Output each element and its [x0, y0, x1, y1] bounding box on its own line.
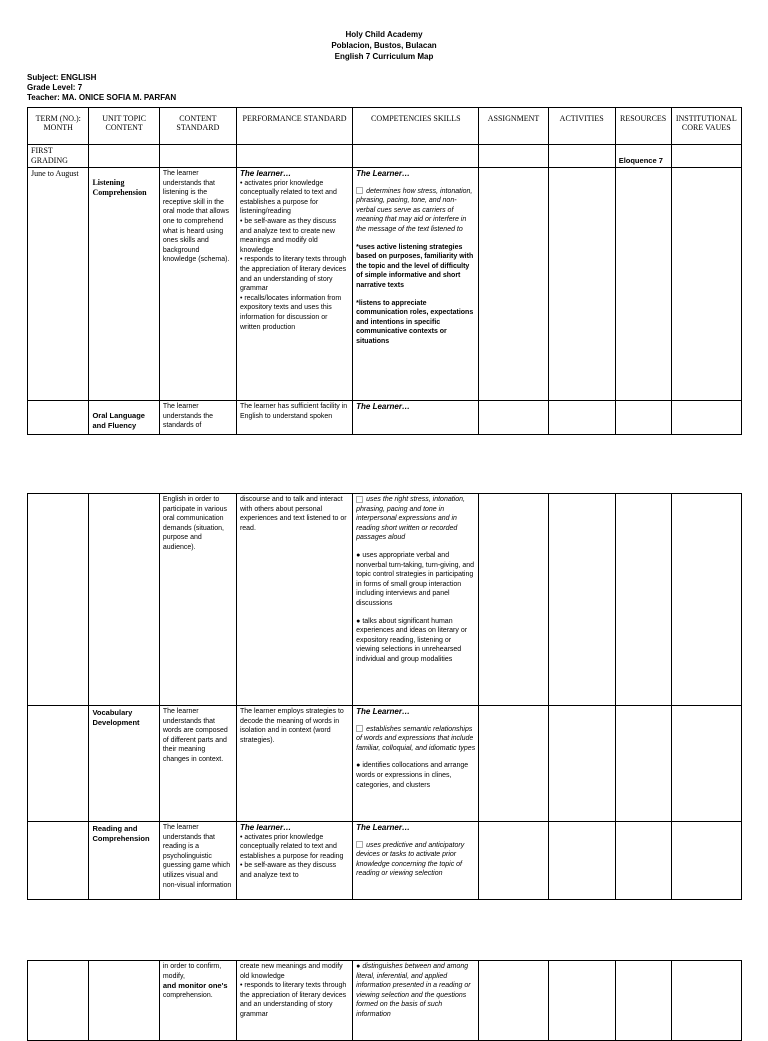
unit-topic: Vocabulary Development: [89, 706, 159, 822]
competencies: [353, 494, 479, 706]
content-standard: The learner understands that listening is the receptive skill in the oral mode that allows one to comprehend what is heard using ones skills and background knowledge (schema).: [159, 168, 236, 401]
curriculum-table-3: [27, 960, 742, 1041]
ps-item: • responds to literary texts through the appreciation of literary devices and an understanding of story grammar: [239, 982, 347, 1018]
ps-item: • activates prior knowledge conceptually related to text and establishes a purpose for reading: [239, 833, 344, 860]
table-row: [28, 168, 742, 401]
col-header-performance-standard: PERFORMANCE STANDARD: [236, 108, 352, 145]
grade-line: Grade Level: 7: [27, 83, 83, 92]
unit-topic: Oral Language and Fluency: [89, 401, 159, 435]
comp-header: The Learner…: [356, 707, 410, 716]
table-row: [28, 401, 742, 435]
school-name: Holy Child Academy: [345, 30, 423, 39]
content-standard: [159, 961, 236, 1041]
document-header: [0, 29, 768, 62]
content-standard: The learner understands that words are composed of different parts and their meaning changes in context.: [159, 706, 236, 822]
checkbox-icon: [356, 496, 363, 503]
cs-line: and monitor one's: [162, 981, 228, 991]
cs-line: comprehension.: [162, 991, 213, 999]
performance-standard: [236, 168, 352, 401]
checkbox-icon: [356, 725, 363, 732]
document-title: English 7 Curriculum Map: [334, 52, 434, 61]
content-standard: The learner understands the standards of: [159, 401, 236, 435]
comp-item: determines how stress, intonation, phrasing, pacing, tone, and non-verbal cues serve as carriers of meaning that may aid or interfere in the message of the text listened to: [356, 187, 473, 233]
document-meta: [27, 73, 176, 103]
ps-item: • recalls/locates information from expository texts and uses this information for discussion or written production: [239, 294, 342, 331]
comp-header: The Learner…: [356, 823, 410, 832]
performance-standard: [236, 961, 352, 1041]
competencies: [353, 168, 479, 401]
unit-topic: Reading and Comprehension: [89, 822, 159, 900]
curriculum-table-2: [27, 493, 742, 900]
checkbox-icon: [356, 187, 363, 194]
term-month: June to August: [28, 168, 89, 401]
comp-item: ● distinguishes between and among literal, inferential, and applied information presented in a reading or viewing selection and the questions formed on the basis of such information: [353, 961, 479, 1041]
ps-header: The learner…: [239, 823, 292, 832]
school-address: Poblacion, Bustos, Bulacan: [331, 41, 437, 50]
competencies: [353, 706, 479, 822]
comp-item: ● identifies collocations and arrange words or expressions in clines, categories, and clusters: [356, 762, 469, 789]
unit-topic: Listening Comprehension: [89, 168, 159, 401]
col-header-term: TERM (NO.): MONTH: [28, 108, 89, 145]
ps-item: • be self-aware as they discuss and analyze text to create new meanings and modify old knowledge: [239, 217, 337, 254]
ps-item: • be self-aware as they discuss and analyze text to: [239, 862, 337, 879]
content-standard: English in order to participate in various oral communication demands (situation, purpose and audience).: [159, 494, 236, 706]
col-header-core-values: INSTITUTIONAL CORE VAUES: [671, 108, 741, 145]
performance-standard: The learner has sufficient facility in English to understand spoken: [236, 401, 352, 435]
ps-header: The learner…: [239, 169, 292, 178]
table-row: [28, 822, 742, 900]
grading-resource: Eloquence 7: [615, 145, 671, 168]
teacher-line: Teacher: MA. ONICE SOFIA M. PARFAN: [27, 93, 177, 102]
performance-standard: The learner employs strategies to decode the meaning of words in isolation and in context (word strategies).: [236, 706, 352, 822]
comp-item: uses predictive and anticipatory devices or tasks to activate prior knowledge concerning the topic of reading or viewing selection: [356, 841, 465, 878]
col-header-content-standard: CONTENT STANDARD: [159, 108, 236, 145]
comp-header: The Learner…: [356, 169, 410, 178]
comp-header: The Learner…: [353, 401, 479, 435]
ps-item: • responds to literary texts through the appreciation of literary devices and an understanding of story grammar: [239, 256, 347, 293]
cs-line: in order to confirm, modify,: [162, 963, 222, 980]
comp-item: ● talks about significant human experiences and ideas on literary or expository reading, listening or viewing selections in unrehearsed individual and group modalities: [356, 617, 468, 663]
competencies: [353, 822, 479, 900]
checkbox-icon: [356, 841, 363, 848]
grading-row: [28, 145, 742, 168]
performance-standard: discourse and to talk and interact with others about personal experiences and text listened to or read.: [236, 494, 352, 706]
table-row: [28, 494, 742, 706]
comp-item: ● uses appropriate verbal and nonverbal turn-taking, turn-giving, and topic control strategies in participating in forms of small group interaction including interviews and panel discussions: [356, 551, 475, 607]
ps-item: create new meanings and modify old knowledge: [239, 963, 343, 980]
performance-standard: [236, 822, 352, 900]
col-header-resources: RESOURCES: [615, 108, 671, 145]
table-row: [28, 706, 742, 822]
col-header-competencies: COMPETENCIES SKILLS: [353, 108, 479, 145]
header-row: [28, 108, 742, 145]
ps-item: • activates prior knowledge conceptually related to text and establishes a purpose for listening/reading: [239, 179, 337, 216]
comp-item: *uses active listening strategies based on purposes, familiarity with the topic and the level of difficulty of simple informative and short narrative texts: [356, 243, 474, 289]
col-header-activities: ACTIVITIES: [548, 108, 615, 145]
col-header-assignment: ASSIGNMENT: [479, 108, 548, 145]
grading-term: FIRST GRADING: [28, 145, 89, 168]
subject-line: Subject: ENGLISH: [27, 73, 97, 82]
comp-item: establishes semantic relationships of words and expressions that include familiar, colloquial, and idiomatic types: [356, 725, 476, 752]
table-row: [28, 961, 742, 1041]
curriculum-table-1: [27, 107, 742, 435]
col-header-topic: UNIT TOPIC CONTENT: [89, 108, 159, 145]
comp-item: *listens to appreciate communication roles, expectations and intentions in specific communicative contexts or situations: [356, 299, 474, 345]
content-standard: The learner understands that reading is a psycholinguistic guessing game which utilizes visual and non-visual information: [159, 822, 236, 900]
comp-item: uses the right stress, intonation, phrasing, pacing and tone in interpersonal expressions and in reading short written or recorded passages aloud: [356, 496, 465, 542]
